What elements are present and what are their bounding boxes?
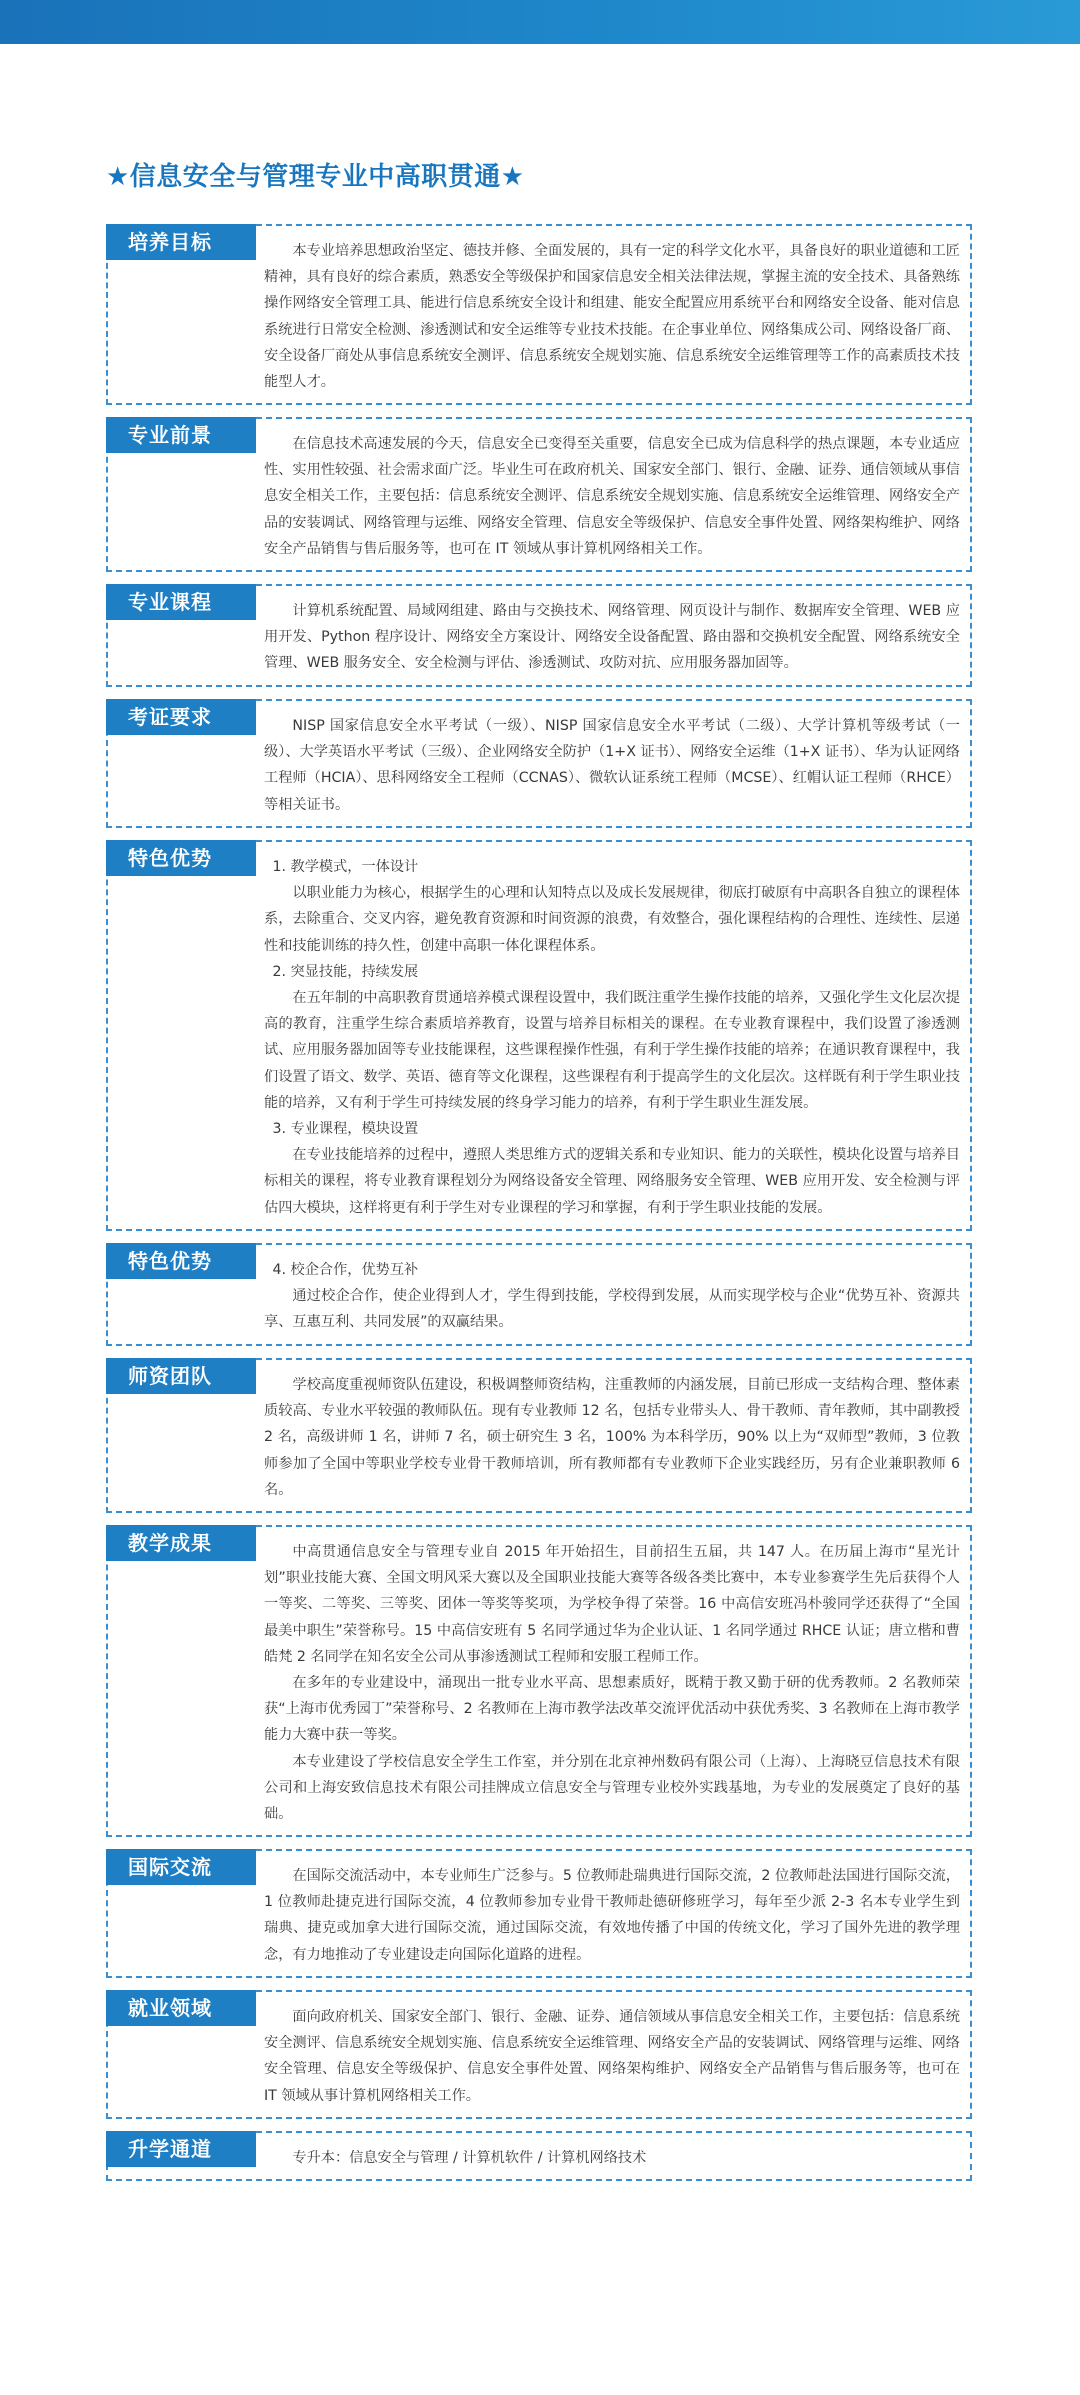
section-paragraph: 专升本：信息安全与管理 / 计算机软件 / 计算机网络技术 [292,2150,647,2166]
section-paragraph: 计算机系统配置、局域网组建、路由与交换技术、网络管理、网页设计与制作、数据库安全管理、WEB 应用开发、Python 程序设计、网络安全方案设计、网络安全设备配置、路由器和交换机安全配置、网络系统安全管理、WEB 服务安全、安全检测与评估、渗透测试、攻防对抗、应用服务器加固等。 [264,603,960,672]
section-training-goal [106,224,972,405]
section-paragraph: 本专业培养思想政治坚定、德技并修、全面发展的，具有一定的科学文化水平，具备良好的职业道德和工匠精神，具有良好的综合素质，熟悉安全等级保护和国家信息安全相关法律法规，掌握主流的安全技术、具备熟练操作网络安全管理工具、能进行信息系统安全设计和组建、能安全配置应用系统平台和网络安全设备、能对信息系统进行日常安全检测、渗透测试和安全运维等专业技术技能。在企事业单位、网络集成公司、网络设备厂商、安全设备厂商处从事信息系统安全测评、信息系统安全规划实施、信息系统安全运维管理等工作的高素质技术技能型人才。 [264,243,960,391]
section-features-2 [106,1243,972,1346]
section-body [264,2145,960,2171]
section-label: 专业前景 [106,417,256,453]
section-label: 师资团队 [106,1358,256,1394]
section-paragraph: 在五年制的中高职教育贯通培养模式课程设置中，我们既注重学生操作技能的培养，又强化学生文化层次提高的教育，注重学生综合素质培养教育，设置与培养目标相关的课程。在专业教育课程中，我们设置了渗透测试、应用服务器加固等专业技能课程，这些课程操作性强，有利于学生操作技能的培养；在通识教育课程中，我们设置了语文、数学、英语、德育等文化课程，这些课程有利于提高学生的文化层次。这样既有利于学生职业技能的培养，又有利于学生可持续发展的终身学习能力的培养，有利于学生职业生涯发展。 [264,990,960,1111]
section-paragraph: 2. 突显技能，持续发展 [272,963,419,980]
section-label: 教学成果 [106,1525,256,1561]
section-body [264,2004,960,2109]
section-paragraph: 1. 教学模式，一体设计 [272,859,419,875]
section-international [106,1849,972,1978]
header-bar [0,0,1080,44]
section-label: 专业课程 [106,584,256,620]
section-label: 考证要求 [106,699,256,735]
section-body [264,238,960,395]
section-body [264,1372,960,1503]
section-body [264,713,960,818]
section-further-study [106,2131,972,2181]
section-courses [106,584,972,687]
section-label: 国际交流 [106,1849,256,1885]
section-paragraph: 面向政府机关、国家安全部门、银行、金融、证券、通信领域从事信息安全相关工作，主要包括：信息系统安全测评、信息系统安全规划实施、信息系统安全运维管理、网络安全产品的安装调试、网络管理与运维、网络安全管理、信息安全等级保护、信息安全事件处置、网络架构维护、网络安全产品销售与售后服务等，也可在 IT 领域从事计算机网络相关工作。 [264,2009,960,2104]
section-paragraph: NISP 国家信息安全水平考试（一级）、NISP 国家信息安全水平考试（二级）、大学计算机等级考试（一级）、大学英语水平考试（三级）、企业网络安全防护（1+X 证书）、网络安全运维（1+X 证书）、华为认证网络工程师（HCIA）、思科网络安全工程师（CCNAS）、微软认证系统工程师（MCSE）、红帽认证工程师（RHCE）等相关证书。 [264,718,960,813]
section-faculty [106,1358,972,1513]
section-paragraph: 在多年的专业建设中，涌现出一批专业水平高、思想素质好，既精于教又勤于研的优秀教师。2 名教师荣获“上海市优秀园丁”荣誉称号、2 名教师在上海市教学法改革交流评优活动中获优秀奖、3 名教师在上海市教学能力大赛中获一等奖。 [264,1675,960,1744]
section-paragraph: 以职业能力为核心，根据学生的心理和认知特点以及成长发展规律，彻底打破原有中高职各自独立的课程体系，去除重合、交叉内容，避免教育资源和时间资源的浪费，有效整合，强化课程结构的合理性、连续性、层递性和技能训练的持久性，创建中高职一体化课程体系。 [264,885,960,954]
section-paragraph: 本专业建设了学校信息安全学生工作室，并分别在北京神州数码有限公司（上海）、上海晓豆信息技术有限公司和上海安致信息技术有限公司挂牌成立信息安全与管理专业校外实践基地，为专业的发展奠定了良好的基础。 [264,1753,960,1823]
section-paragraph: 中高贯通信息安全与管理专业自 2015 年开始招生，目前招生五届，共 147 人。在历届上海市“星光计划”职业技能大赛、全国文明风采大赛以及全国职业技能大赛等各级各类比赛中，本专业参赛学生先后获得个人一等奖、二等奖、三等奖、团体一等奖等奖项，为学校争得了荣誉。16 中高信安班冯朴骏同学还获得了“全国最美中职生”荣誉称号。15 中高信安班有 5 名同学通过华为企业认证、1 名同学通过 RHCE 认证；唐立楷和曹皓梵 2 名同学在知名安全公司从事渗透测试工程师和安服工程师工作。 [264,1544,960,1665]
section-label: 培养目标 [106,224,256,260]
section-body [264,1539,960,1827]
section-career-prospect [106,417,972,572]
section-label: 升学通道 [106,2131,256,2167]
section-label: 就业领域 [106,1990,256,2026]
section-paragraph: 在专业技能培养的过程中，遵照人类思维方式的逻辑关系和专业知识、能力的关联性，模块化设置与培养目标相关的课程，将专业教育课程划分为网络设备安全管理、网络服务安全管理、WEB 应用开发、安全检测与评估四大模块，这样将更有利于学生对专业课程的学习和掌握，有利于学生职业技能的发展。 [264,1147,960,1216]
section-label: 特色优势 [106,840,256,876]
section-label: 特色优势 [106,1243,256,1279]
section-features-1 [106,840,972,1231]
section-body [264,598,960,677]
section-paragraph: 学校高度重视师资队伍建设，积极调整师资结构，注重教师的内涵发展，目前已形成一支结构合理、整体素质较高、专业水平较强的教师队伍。现有专业教师 12 名，包括专业带头人、骨干教师、青年教师，其中副教授 2 名，高级讲师 1 名，讲师 7 名，硕士研究生 3 名，100% 为本科学历，90% 以上为“双师型”教师，3 位教师参加了全国中等职业学校专业骨干教师培训，所有教师都有专业教师下企业实践经历，另有企业兼职教师 6 名。 [264,1377,960,1498]
section-paragraph: 通过校企合作，使企业得到人才，学生得到技能，学校得到发展，从而实现学校与企业“优势互补、资源共享、互惠互利、共同发展”的双赢结果。 [264,1288,960,1331]
section-paragraph: 4. 校企合作，优势互补 [272,1262,419,1278]
section-body [264,1257,960,1336]
section-achievements [106,1525,972,1837]
section-paragraph: 在国际交流活动中，本专业师生广泛参与。5 位教师赴瑞典进行国际交流，2 位教师赴法国进行国际交流，1 位教师赴捷克进行国际交流，4 位教师参加专业骨干教师赴德研修班学习，每年至少派 2-3 名本专业学生到瑞典、捷克或加拿大进行国际交流，通过国际交流，有效地传播了中国的传统文化，学习了国外先进的教学理念，有力地推动了专业建设走向国际化道路的进程。 [264,1868,960,1963]
page-title: ★信息安全与管理专业中高职贯通★ [106,162,525,192]
section-employment [106,1990,972,2119]
section-body [264,1863,960,1968]
section-body [264,431,960,562]
section-body [264,854,960,1221]
section-paragraph: 3. 专业课程，模块设置 [272,1121,419,1138]
section-paragraph: 在信息技术高速发展的今天，信息安全已变得至关重要，信息安全已成为信息科学的热点课题，本专业适应性、实用性较强、社会需求面广泛。毕业生可在政府机关、国家安全部门、银行、金融、证券、通信领域从事信息安全相关工作，主要包括：信息系统安全测评、信息系统安全规划实施、信息系统安全运维管理、网络安全产品的安装调试、网络管理与运维、网络安全管理、信息安全等级保护、信息安全事件处置、网络架构维护、网络安全产品销售与售后服务等，也可在 IT 领域从事计算机网络相关工作。 [264,436,960,557]
section-certification [106,699,972,828]
